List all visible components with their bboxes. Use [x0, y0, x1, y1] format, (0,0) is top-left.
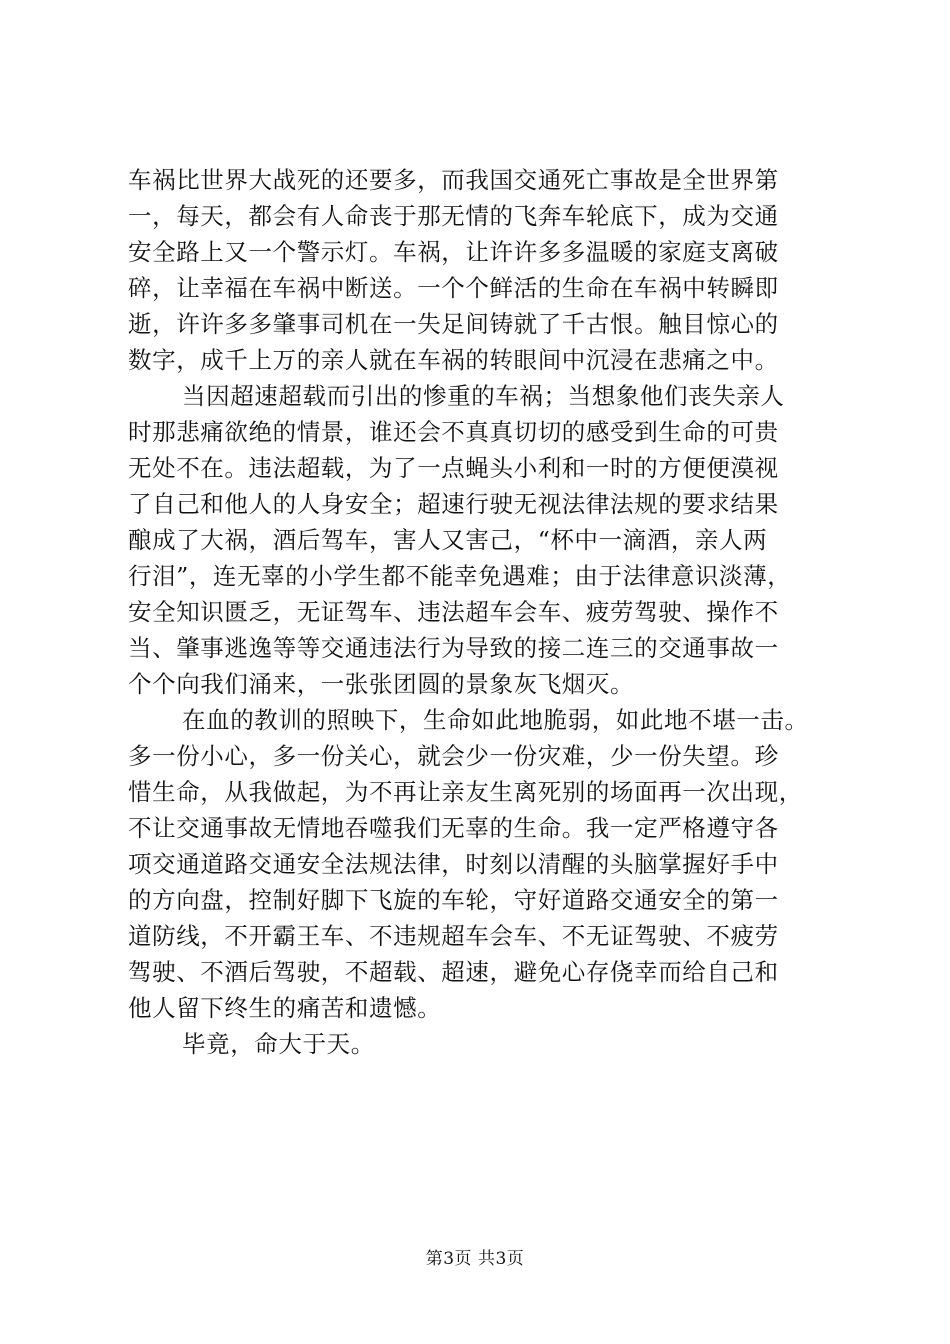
page-number-label: 第3页 共3页	[425, 1249, 525, 1269]
text-line: 无处不在。违法超载，为了一点蝇头小利和一时的方便便漠视	[128, 454, 779, 482]
text-line: 逝，许许多多肇事司机在一失足间铸就了千古恨。触目惊心的	[128, 310, 779, 338]
text-line: 惜生命，从我做起，为不再让亲友生离死别的场面再一次出现，	[128, 778, 803, 806]
text-line: 了自己和他人的人身安全；超速行驶无视法律法规的要求结果	[128, 490, 779, 518]
text-line: 碎，让幸福在车祸中断送。一个个鲜活的生命在车祸中转瞬即	[128, 274, 779, 302]
text-line: 酿成了大祸，酒后驾车，害人又害己，“杯中一滴酒，亲人两	[128, 526, 768, 554]
text-line: 车祸比世界大战死的还要多，而我国交通死亡事故是全世界第	[128, 166, 779, 194]
text-line: 道防线，不开霸王车、不违规超车会车、不无证驾驶、不疲劳	[128, 922, 779, 950]
paragraph-start-line: 毕竟，命大于天。	[182, 1030, 375, 1058]
text-line: 时那悲痛欲绝的情景，谁还会不真真切切的感受到生命的可贵	[128, 418, 779, 446]
text-line: 项交通道路交通安全法规法律，时刻以清醒的头脑掌握好手中	[128, 850, 779, 878]
text-line: 驾驶、不酒后驾驶，不超载、超速，避免心存侥幸而给自己和	[128, 958, 779, 986]
text-line: 一，每天，都会有人命丧于那无情的飞奔车轮底下，成为交通	[128, 202, 779, 230]
document-body	[128, 162, 840, 1062]
text-line: 个个向我们涌来，一张张团圆的景象灰飞烟灭。	[128, 670, 635, 698]
text-line: 的方向盘，控制好脚下飞旋的车轮，守好道路交通安全的第一	[128, 886, 779, 914]
text-line: 安全知识匮乏，无证驾车、违法超车会车、疲劳驾驶、操作不	[128, 598, 779, 626]
text-line: 安全路上又一个警示灯。车祸，让许许多多温暖的家庭支离破	[128, 238, 779, 266]
text-line: 数字，成千上万的亲人就在车祸的转眼间中沉浸在悲痛之中。	[128, 346, 779, 374]
text-line: 他人留下终生的痛苦和遗憾。	[128, 994, 442, 1022]
text-line: 不让交通事故无情地吞噬我们无辜的生命。我一定严格遵守各	[128, 814, 779, 842]
text-line: 多一份小心，多一份关心，就会少一份灾难，少一份失望。珍	[128, 742, 779, 770]
paragraph-start-line: 当因超速超载而引出的惨重的车祸；当想象他们丧失亲人	[182, 382, 785, 410]
text-line: 行泪”，连无辜的小学生都不能幸免遇难；由于法律意识淡薄，	[128, 562, 792, 590]
text-line: 当、肇事逃逸等等交通违法行为导致的接二连三的交通事故一	[128, 634, 779, 662]
page-footer	[0, 1244, 950, 1269]
paragraph-start-line: 在血的教训的照映下，生命如此地脆弱，如此地不堪一击。	[182, 706, 809, 734]
